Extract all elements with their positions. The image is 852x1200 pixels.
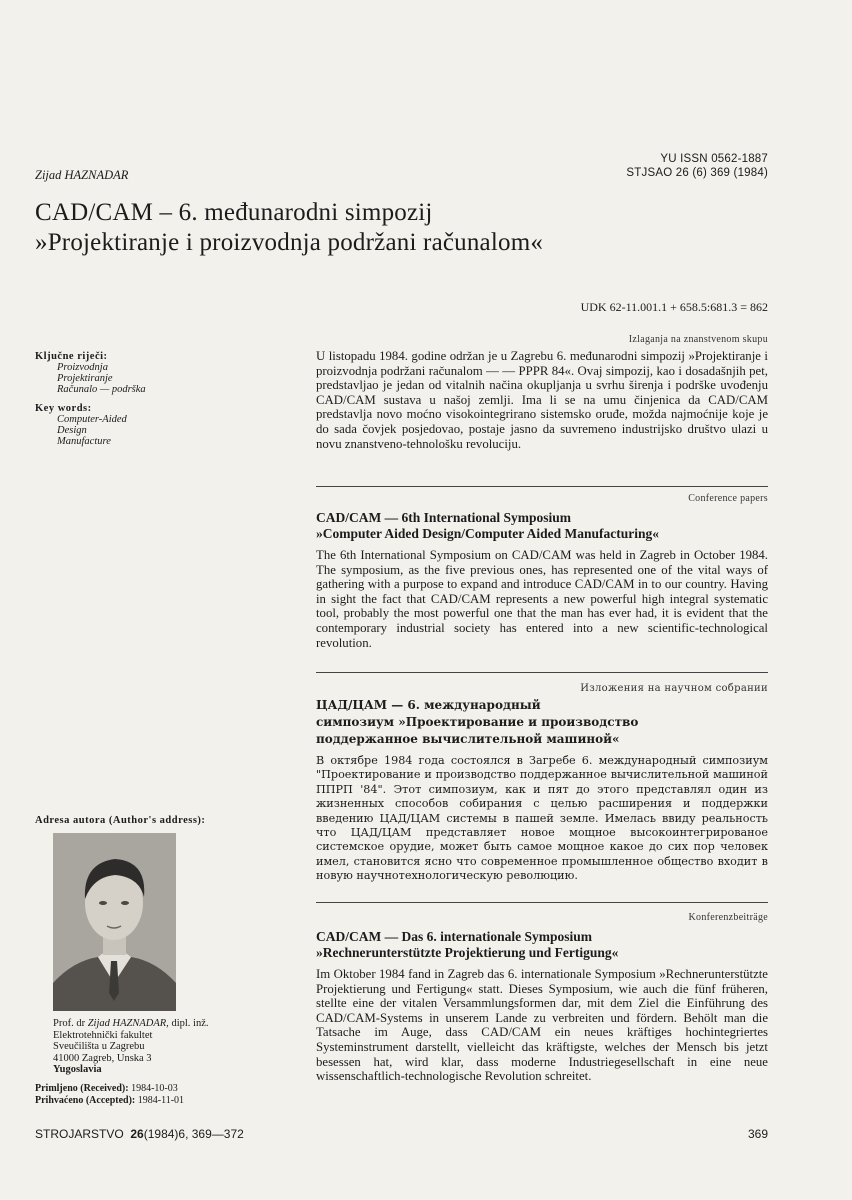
section-tag-hr: Izlaganja na znanstvenom skupu — [628, 334, 768, 345]
keyword-hr: Projektiranje — [57, 373, 113, 384]
accepted-row — [35, 1095, 184, 1107]
title-en-line-2: »Computer Aided Design/Computer Aided Manufacturing« — [316, 526, 660, 541]
keyword-hr: Proizvodnja — [57, 362, 108, 373]
article-title — [35, 198, 795, 258]
name-suffix: dipl. inž. — [171, 1018, 209, 1029]
title-ru-line-1: ЦАД/ЦАМ — 6. международный — [316, 698, 541, 712]
author-portrait-icon — [53, 833, 176, 1011]
page-number: 369 — [747, 1127, 768, 1141]
divider — [316, 672, 768, 673]
udk-code: UDK 62-11.001.1 + 658.5:681.3 = 862 — [580, 300, 768, 314]
author-caption — [53, 1018, 293, 1076]
title-de-line-1: CAD/CAM — Das 6. internationale Symposium — [316, 929, 593, 944]
journal-volume: 26 — [130, 1127, 144, 1141]
issn-block — [626, 152, 768, 180]
divider — [316, 486, 768, 487]
title-ru-line-2: симпозиум »Проектирование и производство — [316, 715, 639, 729]
name: Zijad HAZNADAR, — [87, 1018, 169, 1029]
abstract-hr: U listopadu 1984. godine održan je u Zagrebu 6. međunarodni simpozij »Projektiranje i proizvodnja podržani računalom — — PPPR 84«. Ovaj simpozij, kao i dosadašnjih pet, predstavljao je jedan od vitalnih načina okupljanja u svrhu širenja i podrške uvođenju CAD/CAM sustava u našoj zemlji. Ima li se na umu činjenica da CAD/CAM predstavlja novo moćno visokointegrirano sistemsko oruđe, možda najmoćnije koje je do sada čovjek posjedovao, postaje jasno da suvremeno industrijsko društvo ulazi u novu znanstveno-tehnološku revoluciju. — [316, 349, 768, 451]
issn: YU ISSN 0562-1887 — [660, 153, 768, 165]
section-title-ru — [316, 697, 768, 748]
dates-block — [35, 1083, 184, 1106]
journal-issue: (1984)6, 369—372 — [143, 1127, 244, 1141]
keyword-en: Computer-Aided — [57, 414, 127, 425]
address-line: Elektrotehnički fakultet — [53, 1029, 153, 1041]
address-heading: Adresa autora (Author's address): — [35, 815, 206, 826]
section-title-de — [316, 929, 768, 961]
address-line: Sveučilišta u Zagrebu — [53, 1041, 145, 1052]
author-name: Zijad HAZNADAR — [35, 168, 129, 182]
abstract-de: Im Oktober 1984 fand in Zagreb das 6. internationale Symposium »Rechnerunterstützte Projektierung und Fertigung« statt. Dieses Symposium, wie auch die fünf früheren, stellte eine der vitalen Versammlungsformen dar, mit dem Ziel die Einführung des CAD/CAM-Systems in unserem Lande zu verbreiten und fördern. Behölt man die Tatsache im Auge, dass CAD/CAM ein neues kräftiges hochintegriertes Systeminstrument darstellt, vielleicht das kräftigste, welches der Mensch bis jetzt besessen hat, wird klar, dass moderne Industriegesellschaft in eine neue wissenschaftlich-technologische Revolution schreitet. — [316, 967, 768, 1084]
abstract-en: The 6th International Symposium on CAD/CAM was held in Zagreb in October 1984. The symposium, as the five previous ones, has represented one of the vital ways of gathering with a purpose to expand and introduce CAD/CAM in to our country. Having in sight the fact that CAD/CAM represents a new powerful high integral systematic tool, probably the most powerful one that the man has ever had, it is evident that the contemporary industrial society has entered into a new scientific-technological revolution. — [316, 548, 768, 650]
title-line-1: CAD/CAM – 6. međunarodni simpozij — [35, 199, 433, 226]
section-tag-en: Conference papers — [688, 493, 768, 504]
received-date: 1984-10-03 — [131, 1083, 178, 1094]
received-row — [35, 1083, 184, 1095]
author-fullname — [53, 1018, 293, 1030]
journal-citation: STJSAO 26 (6) 369 (1984) — [626, 167, 768, 179]
section-title-en — [316, 510, 768, 542]
footer-citation — [35, 1127, 244, 1141]
accepted-date: 1984-11-01 — [137, 1094, 185, 1106]
divider — [316, 902, 768, 903]
journal-name: STROJARSTVO — [35, 1127, 124, 1141]
keywords-en-heading: Key words: — [35, 403, 92, 414]
keywords-block — [35, 351, 235, 447]
address-line: 41000 Zagreb, Unska 3 — [53, 1052, 152, 1064]
keyword-en: Design — [57, 425, 87, 436]
accepted-label: Prihvaćeno (Accepted): — [35, 1094, 136, 1106]
title-ru-line-3: поддержанное вычислительной машиной« — [316, 732, 620, 746]
keyword-en: Manufacture — [57, 436, 111, 447]
section-tag-de: Konferenzbeiträge — [688, 912, 768, 923]
author-photo — [53, 833, 176, 1011]
title-en-line-1: CAD/CAM — 6th International Symposium — [316, 510, 572, 525]
name-prefix: Prof. dr — [53, 1018, 86, 1029]
received-label: Primljeno (Received): — [35, 1083, 129, 1094]
section-tag-ru: Изложения на научном собрании — [580, 683, 768, 694]
keywords-hr-heading: Ključne riječi: — [35, 351, 108, 362]
title-de-line-2: »Rechnerunterstützte Projektierung und Fertigung« — [316, 945, 619, 960]
abstract-ru: В октябре 1984 года состоялся в Загребе 6. международный симпозиум "Проектирование и производство поддержанное вычислительной машиной ППРП '84". Этот симпозиум, как и пят до этого представлял один из жизненных способов собирания с целью расширения и поддержки введению ЦАД/ЦАМ системы в пашей земле. Имелась ввиду реальность что ЦАД/ЦАМ представляет новое мощное высокоинтегрированое системское орудие, может быть самое мощное какое до сих пор человек имел, становится ясно что современное промышленное общество входит в новую научнотехнологическую революцию. — [316, 754, 768, 883]
keyword-hr: Računalo — podrška — [57, 384, 146, 395]
address-country: Yugoslavia — [53, 1064, 102, 1075]
title-line-2: »Projektiranje i proizvodnja podržani računalom« — [35, 229, 544, 256]
